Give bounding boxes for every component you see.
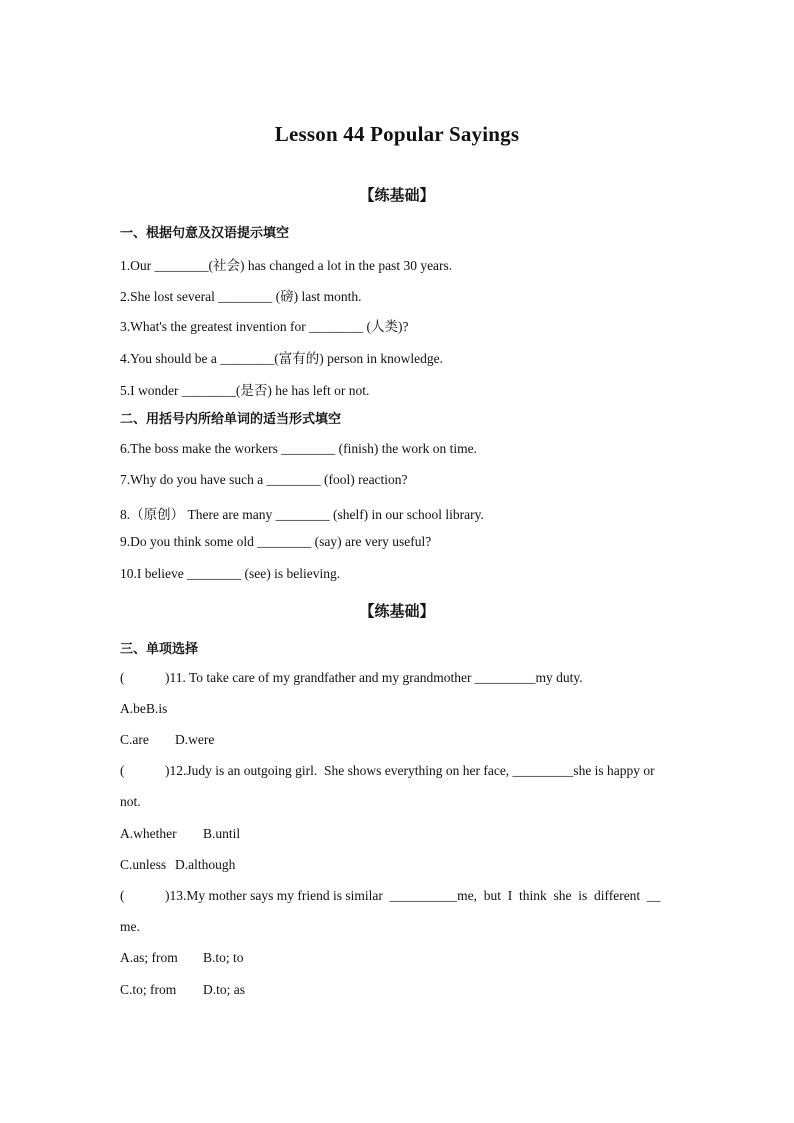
- question-9: 9.Do you think some old ________ (say) are very useful?: [120, 534, 432, 549]
- question-3: 3.What's the greatest invention for ________ (人类)?: [120, 319, 409, 334]
- question-1: 1.Our ________(社会) has changed a lot in the past 30 years.: [120, 258, 453, 273]
- question-10: 10.I believe ________ (see) is believing.: [120, 566, 341, 581]
- question-2: 2.She lost several ________ (磅) last month.: [120, 289, 362, 304]
- question-12-stem: ( )12.Judy is an outgoing girl. She shows everything on her face, _________she is happy or: [120, 763, 655, 778]
- question-13-option-c: C.to; from: [120, 982, 177, 997]
- question-11-option-b: B.is: [146, 701, 168, 716]
- question-4: 4.You should be a ________(富有的) person in knowledge.: [120, 351, 443, 366]
- question-13-stem: ( )13.My mother says my friend is similar __________me, but I think she is different __: [120, 888, 661, 903]
- question-12-option-d: D.although: [175, 857, 236, 872]
- part1-heading: 一、根据句意及汉语提示填空: [120, 226, 290, 241]
- section-heading-basics-2: 【练基础】: [359, 604, 435, 620]
- part3-heading: 三、单项选择: [120, 642, 199, 657]
- question-8: 8.（原创） There are many ________ (shelf) in our school library.: [120, 507, 484, 522]
- part2-heading: 二、用括号内所给单词的适当形式填空: [120, 412, 342, 427]
- question-13-option-a: A.as; from: [120, 950, 178, 965]
- question-6: 6.The boss make the workers ________ (finish) the work on time.: [120, 441, 477, 456]
- question-5: 5.I wonder ________(是否) he has left or not.: [120, 383, 370, 398]
- question-13-option-b: B.to; to: [203, 950, 244, 965]
- question-13-option-d: D.to; as: [203, 982, 245, 997]
- question-11-option-d: D.were: [175, 732, 215, 747]
- question-13-stem-continued: me.: [120, 919, 140, 934]
- question-12-option-c: C.unless: [120, 857, 167, 872]
- question-12-stem-continued: not.: [120, 794, 141, 809]
- question-12-option-b: B.until: [203, 826, 241, 841]
- question-7: 7.Why do you have such a ________ (fool) reaction?: [120, 472, 408, 487]
- question-11-stem: ( )11. To take care of my grandfather and my grandmother _________my duty.: [120, 670, 583, 685]
- section-heading-basics-1: 【练基础】: [359, 188, 435, 204]
- page-title: Lesson 44 Popular Sayings: [274, 122, 520, 146]
- question-12-option-a: A.whether: [120, 826, 177, 841]
- question-11-option-c: C.are: [120, 732, 149, 747]
- question-11-option-a: A.be: [120, 701, 146, 716]
